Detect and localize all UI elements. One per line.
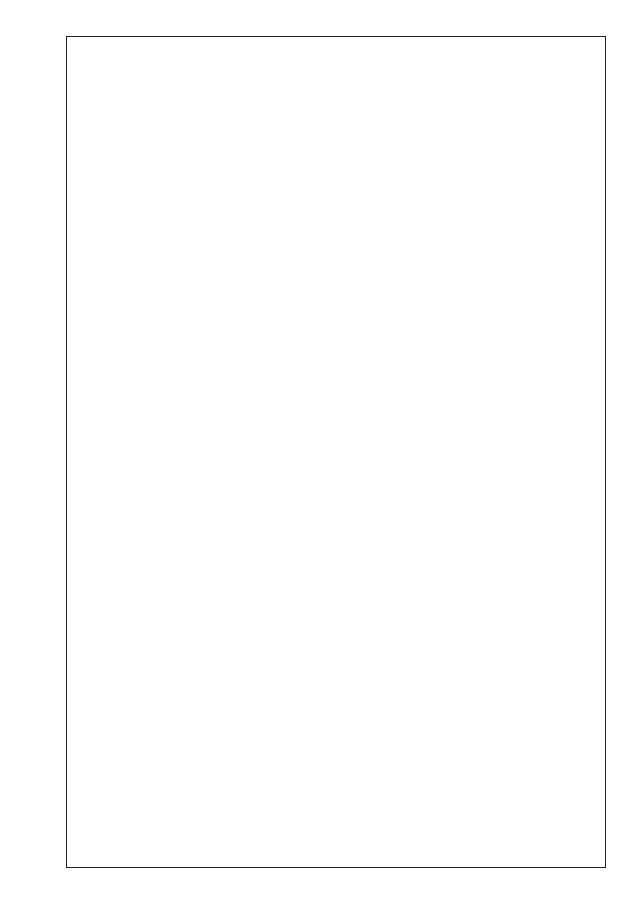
document-table xyxy=(66,36,606,868)
